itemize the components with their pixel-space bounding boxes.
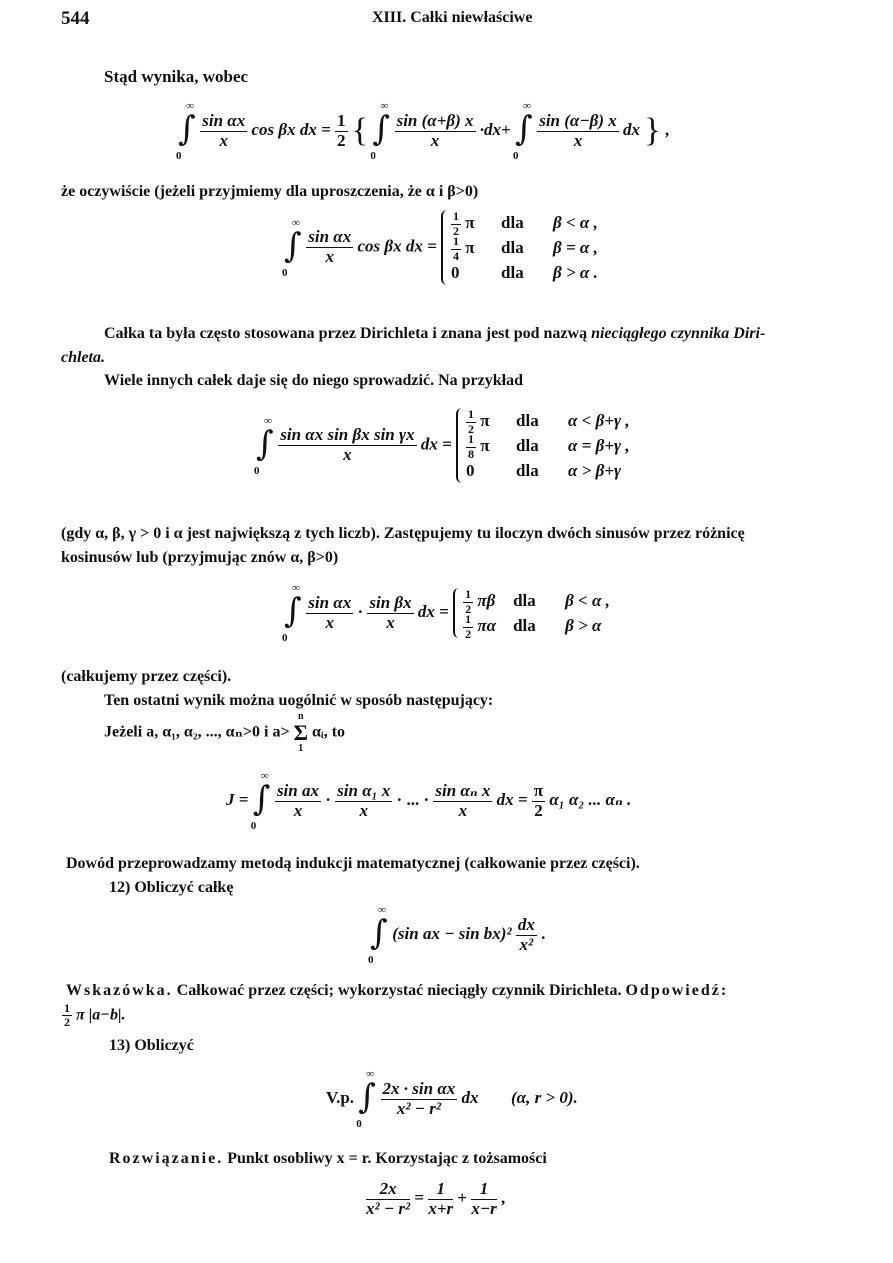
fraction: $\frac{\text{sin αx}}{x}$	[308, 227, 352, 266]
cases-brace: $\frac{1}{2}$ π dla β < α , $\frac{1}{4}$ π dla β = α , 0 dla β > α .	[441, 210, 598, 285]
fraction: $\frac{\text{2x · sin αx}}{\text{x² − r²}}$	[382, 1078, 456, 1118]
paragraph-line: Całka ta była często stosowana przez Dirichleta i znana jest pod nazwą nieciągłego czynnika Diri-	[104, 325, 766, 342]
equation-3: ∫ ∞ 0 $\frac{\text{sin αx sin βx sin γx}}{x}$ dx = $\frac{1}{2}$ π dla α < β+γ , $\frac{1}{8}$ π dla α = β+γ , 0 dla α > β+γ	[256, 408, 630, 483]
paragraph-line: Wiele innych całek daje się do niego sprowadzić. Na przykład	[104, 372, 523, 389]
integral-sign: ∫ ∞ 0	[176, 100, 196, 162]
paragraph-line: (gdy α, β, γ > 0 i α jest największą z tych liczb). Zastępujemy tu iloczyn dwóch sinusów przez różnicę	[61, 525, 745, 542]
fraction: $\frac{2x}{\text{x² − r²}}$	[366, 1179, 411, 1218]
paragraph-line: Rozwiązanie. Punkt osobliwy x = r. Korzystając z tożsamości	[109, 1150, 547, 1167]
fraction: $\frac{\text{sin αx}}{x}$	[202, 110, 246, 150]
paragraph-line: Jeżeli a, α₁, α₂, ..., αₙ>0 i a> n Σ 1 αᵢ, to	[104, 711, 346, 754]
equation-1: ∫ ∞ 0 $\frac{\text{sin αx}}{x}$ cos βx dx = $\frac{1}{2}$ { ∫ ∞ 0 $\frac{\sin (\alpha+\beta) x}{x}$ ·dx+ ∫ ∞ 0 $\frac{\sin (\alpha-\beta) x}{x}$ dx } ,	[176, 100, 670, 162]
fraction: $\frac{1}{x-r}$	[471, 1179, 497, 1218]
fraction: $\frac{dx}{\text{x²}}$	[517, 914, 535, 954]
integral-sign: ∫ ∞ 0	[282, 216, 302, 279]
paragraph-line: 12) Obliczyć całkę	[109, 879, 234, 896]
fraction: $\frac{1}{x+r}$	[428, 1179, 454, 1218]
fraction: $\frac{\text{sin ax}}{x}$	[276, 780, 319, 820]
paragraph-line: kosinusów lub (przyjmując znów α, β>0)	[61, 549, 339, 566]
cases-brace: $\frac{1}{2}$ πβ dla β < α , $\frac{1}{2}$ πα dla β > α	[453, 588, 610, 638]
integral-sign: ∫ ∞ 0	[356, 1068, 377, 1130]
fraction: $\frac{\pi}{2}$	[533, 780, 544, 820]
integral-sign: ∫ ∞ 0	[250, 770, 271, 832]
fraction: $\frac{\sin (\alpha+\beta) x}{x}$	[396, 110, 474, 150]
paragraph-line: (całkujemy przez części).	[61, 668, 232, 685]
fraction: $\frac{\text{sin βx}}{x}$	[369, 592, 412, 632]
paragraph-line: 13) Obliczyć	[109, 1037, 194, 1054]
equation-6: ∫ ∞ 0 (sin ax − sin bx)² $\frac{dx}{\text{x²}}$ .	[368, 904, 546, 966]
chapter-title: XIII. Całki niewłaściwe	[372, 9, 533, 26]
integral-sign: ∫ ∞ 0	[370, 100, 391, 162]
fraction: $\frac{\text{sin αx sin βx sin γx}}{x}$	[280, 425, 415, 464]
equation-8: $\frac{2x}{\text{x² − r²}}$ = $\frac{1}{x+r}$ + $\frac{1}{x-r}$ ,	[366, 1179, 506, 1218]
fraction: $\frac{\text{sin αₙ x}}{x}$	[435, 780, 491, 820]
paragraph-line: Wskazówka. Całkować przez części; wykorzystać nieciągły czynnik Dirichleta. Odpowiedź:	[66, 982, 729, 999]
integral-sign: ∫ ∞ 0	[368, 904, 388, 966]
equation-4: ∫ ∞ 0 $\frac{\text{sin αx}}{x}$ · $\frac{\text{sin βx}}{x}$ dx = $\frac{1}{2}$ πβ dla β < α , $\frac{1}{2}$ πα dla β > α	[282, 582, 610, 644]
cases-brace: $\frac{1}{2}$ π dla α < β+γ , $\frac{1}{8}$ π dla α = β+γ , 0 dla α > β+γ	[456, 408, 630, 483]
equation-7: V.p. ∫ ∞ 0 $\frac{\text{2x · sin αx}}{\text{x² − r²}}$ dx (α, r > 0).	[326, 1068, 578, 1130]
integral-sign: ∫ ∞ 0	[512, 100, 533, 162]
integral-sign: ∫ ∞ 0	[282, 582, 302, 644]
equation-2: ∫ ∞ 0 $\frac{\text{sin αx}}{x}$ cos βx dx = $\frac{1}{2}$ π dla β < α , $\frac{1}{4}$ π dla β = α , 0 dla β > α .	[284, 210, 598, 285]
integral-sign: ∫ ∞ 0	[254, 414, 274, 477]
fraction: $\frac{1}{2}$	[337, 110, 346, 150]
fraction: $\frac{\sin (\alpha-\beta) x}{x}$	[539, 110, 617, 150]
fraction: $\frac{\text{sin αx}}{x}$	[308, 592, 352, 632]
paragraph-line: że oczywiście (jeżeli przyjmiemy dla uproszczenia, że α i β>0)	[61, 183, 479, 200]
page-number: 544	[61, 8, 90, 29]
equation-5: J = ∫ ∞ 0 $\frac{\text{sin ax}}{x}$ · $\frac{\text{sin α₁ x}}{x}$ · ... · $\frac{\text{sin αₙ x}}{x}$ dx = $\frac{\pi}{2}$ α₁ α₂ ... αₙ .	[226, 770, 632, 832]
paragraph-line: chleta.	[61, 349, 105, 366]
sum-symbol: Σ	[293, 720, 308, 745]
paragraph-line: Ten ostatni wynik można uogólnić w sposób następujący:	[104, 692, 494, 709]
paragraph-line: $\frac{1}{2}$ π |a−b|.	[64, 1001, 126, 1030]
paragraph-line: Stąd wynika, wobec	[104, 67, 249, 86]
fraction: $\frac{\text{sin α₁ x}}{x}$	[337, 780, 391, 820]
paragraph-line: Dowód przeprowadzamy metodą indukcji matematycznej (całkowanie przez części).	[66, 855, 640, 872]
